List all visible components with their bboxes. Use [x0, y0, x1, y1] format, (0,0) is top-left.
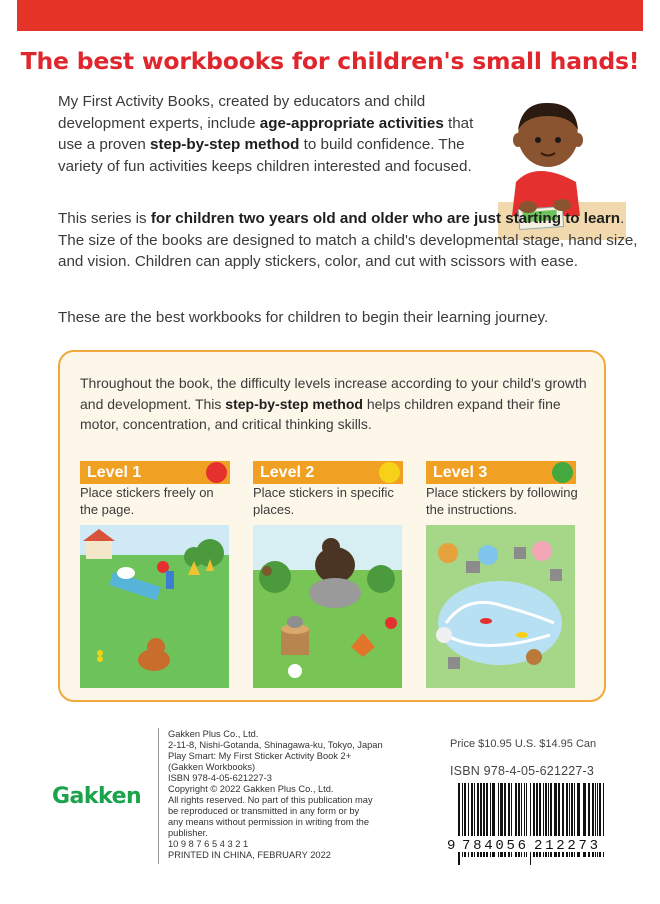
barcode-digits [446, 836, 606, 852]
imprint-divider [158, 728, 159, 864]
series-paragraph: This series is for children two years old and older who are just starting to learn. The size of the books are designed to match a child's developmental stage, hand size, and vision. Children can apply stickers, color, and cut with scissors with ease. [58, 210, 638, 270]
barcode [446, 783, 606, 865]
level-3-header [426, 461, 576, 484]
level-1-scene [80, 525, 229, 688]
imprint-line: publisher. [168, 828, 208, 838]
level-2-dot [379, 462, 400, 483]
level-2-scene [253, 525, 402, 688]
imprint-line: be reproduced or transmitted in any form or by [168, 806, 360, 816]
top-red-band [17, 0, 643, 31]
imprint-line: 2-11-8, Nishi-Gotanda, Shinagawa-ku, Tokyo, Japan [168, 740, 383, 750]
imprint-line: any means without permission in writing from the [168, 817, 369, 827]
barcode-digits-right: 212273 [534, 838, 598, 852]
level-1-dot [206, 462, 227, 483]
imprint-text [168, 729, 433, 861]
level-2-description: Place stickers in specific places. [253, 485, 394, 517]
imprint-line: Copyright © 2022 Gakken Plus Co., Ltd. [168, 784, 334, 794]
level-1-header [80, 461, 230, 484]
imprint-line: All rights reserved. No part of this publication may [168, 795, 373, 805]
imprint-line: PRINTED IN CHINA, FEBRUARY 2022 [168, 850, 331, 860]
imprint-line: ISBN 978-4-05-621227-3 [168, 773, 272, 783]
imprint-line: Gakken Plus Co., Ltd. [168, 729, 259, 739]
closing-paragraph: These are the best workbooks for children to begin their learning journey. [58, 309, 549, 326]
price-label: Price $10.95 U.S. $14.95 Can [450, 738, 597, 750]
imprint-line: (Gakken Workbooks) [168, 762, 256, 772]
intro-paragraph: My First Activity Books, created by educators and child development experts, include age-appropriate activities that use a proven step-by-step method to build confidence. The variety of fun activities keeps children interested and focused. [58, 93, 474, 175]
level-3-dot [552, 462, 573, 483]
level-3-description: Place stickers by following the instructions. [426, 485, 578, 517]
imprint-line: Play Smart: My First Sticker Activity Book 2+ [168, 751, 352, 761]
barcode-bar [530, 783, 531, 865]
barcode-digit-lead: 9 [447, 838, 456, 852]
isbn-label: ISBN 978-4-05-621227-3 [450, 764, 595, 778]
levels-intro: Throughout the book, the difficulty levels increase according to your child's growth and development. This step-by-step method helps children expand their fine motor, concentration, and critical thinking skills. [80, 375, 587, 432]
level-1-label: Level 1 [87, 464, 142, 481]
level-1-description: Place stickers freely on the page. [80, 485, 214, 517]
barcode-digits-left: 784056 [462, 838, 526, 852]
barcode-bar [458, 783, 460, 865]
level-2-label: Level 2 [260, 464, 315, 481]
level-2-header [253, 461, 403, 484]
headline: The best workbooks for children's small hands! [20, 47, 640, 75]
imprint-line: 10 9 8 7 6 5 4 3 2 1 [168, 839, 249, 849]
level-3-label: Level 3 [433, 464, 488, 481]
gakken-logo: Gakken [52, 784, 142, 809]
level-3-scene [426, 525, 575, 688]
